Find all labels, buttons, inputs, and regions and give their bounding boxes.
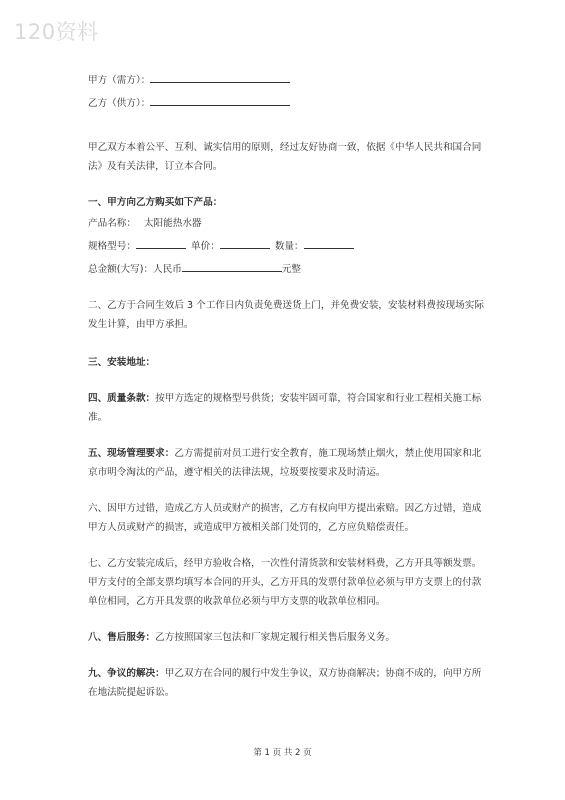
total-blank (182, 259, 282, 272)
section-5 (88, 444, 488, 482)
product-line (88, 214, 488, 233)
section-9 (88, 664, 488, 702)
party-a-blank (150, 70, 290, 83)
party-a-line (88, 70, 488, 90)
contract-page (88, 70, 488, 702)
page-number-footer: 第 1 页 共 2 页 (253, 748, 312, 758)
section-8-text: 乙方按照国家三包法和厂家规定履行相关售后服务义务。 (155, 632, 395, 643)
section-4-heading: 四、质量条款： (88, 393, 156, 404)
section-4-text: 按甲方选定的规格型号供货；安装牢固可靠，符合国家和行业工程相关施工标准。 (88, 393, 482, 423)
section-9-text: 甲乙双方在合同的履行中发生争议，双方协商解决；协商不成的，向甲方所在地法院提起诉讼。 (88, 668, 482, 698)
section-8-heading: 八、售后服务： (88, 632, 156, 643)
spec-label: 规格型号： (88, 241, 136, 252)
section-1-heading: 一、甲方向乙方购买如下产品： (88, 197, 223, 208)
party-b-label: 乙方（供方）： (88, 98, 151, 109)
spec-blank (136, 236, 186, 249)
section-8 (88, 628, 488, 647)
section-4 (88, 389, 488, 427)
section-7: 七、乙方安装完成后，经甲方验收合格，一次性付清货款和安装材料费，乙方开具等额发票。甲方支付的全部支票均填写本合同的开头，乙方开具的发票付款单位必须与甲方支票上的付款单位相同，乙方开具发票的收款单位必须与甲方支票的收款单位相同。 (88, 558, 482, 607)
party-a-label: 甲方（需方）： (88, 75, 151, 86)
section-2 (88, 296, 488, 334)
party-b-line (88, 93, 488, 113)
total-label: 总金额(大写)：人民币 (88, 264, 182, 275)
spec-line (88, 236, 488, 256)
section-9-heading: 九、争议的解决： (88, 668, 165, 679)
qty-blank (304, 236, 354, 249)
price-blank (220, 236, 270, 249)
section-2-text: 二、乙方于合同生效后 3 个工作日内负责免费送货上门，并免费安装，安装材料费按现场实际发生计算，由甲方承担。 (88, 300, 484, 330)
product-label: 产品名称： (88, 218, 136, 229)
party-b-blank (150, 93, 290, 106)
total-line (88, 259, 488, 279)
qty-label: 数量： (274, 241, 304, 252)
watermark-logo: 120资料 (14, 20, 99, 44)
price-label: 单价： (191, 241, 220, 252)
product-value: 太阳能热水器 (143, 218, 202, 229)
section-5-text: 乙方需提前对员工进行安全教育，施工现场禁止烟火，禁止使用国家和北京市明令淘汰的产品，遵守相关的法律法规，垃圾要按要求及时清运。 (88, 448, 482, 478)
intro-paragraph: 甲乙双方本着公平、互利、诚实信用的原则，经过友好协商一致，依据《中华人民共和国合同法》及有关法律，订立本合同。 (88, 142, 482, 172)
total-suffix: 元整 (281, 264, 302, 275)
section-3-heading: 三、安装地址： (88, 357, 156, 368)
section-6: 六、因甲方过错，造成乙方人员或财产的损害，乙方有权向甲方提出索赔。因乙方过错，造成甲方人员或财产的损害，或造成甲方被相关部门处罚的，乙方应负赔偿责任。 (88, 503, 482, 533)
section-5-heading: 五、现场管理要求： (88, 448, 175, 459)
